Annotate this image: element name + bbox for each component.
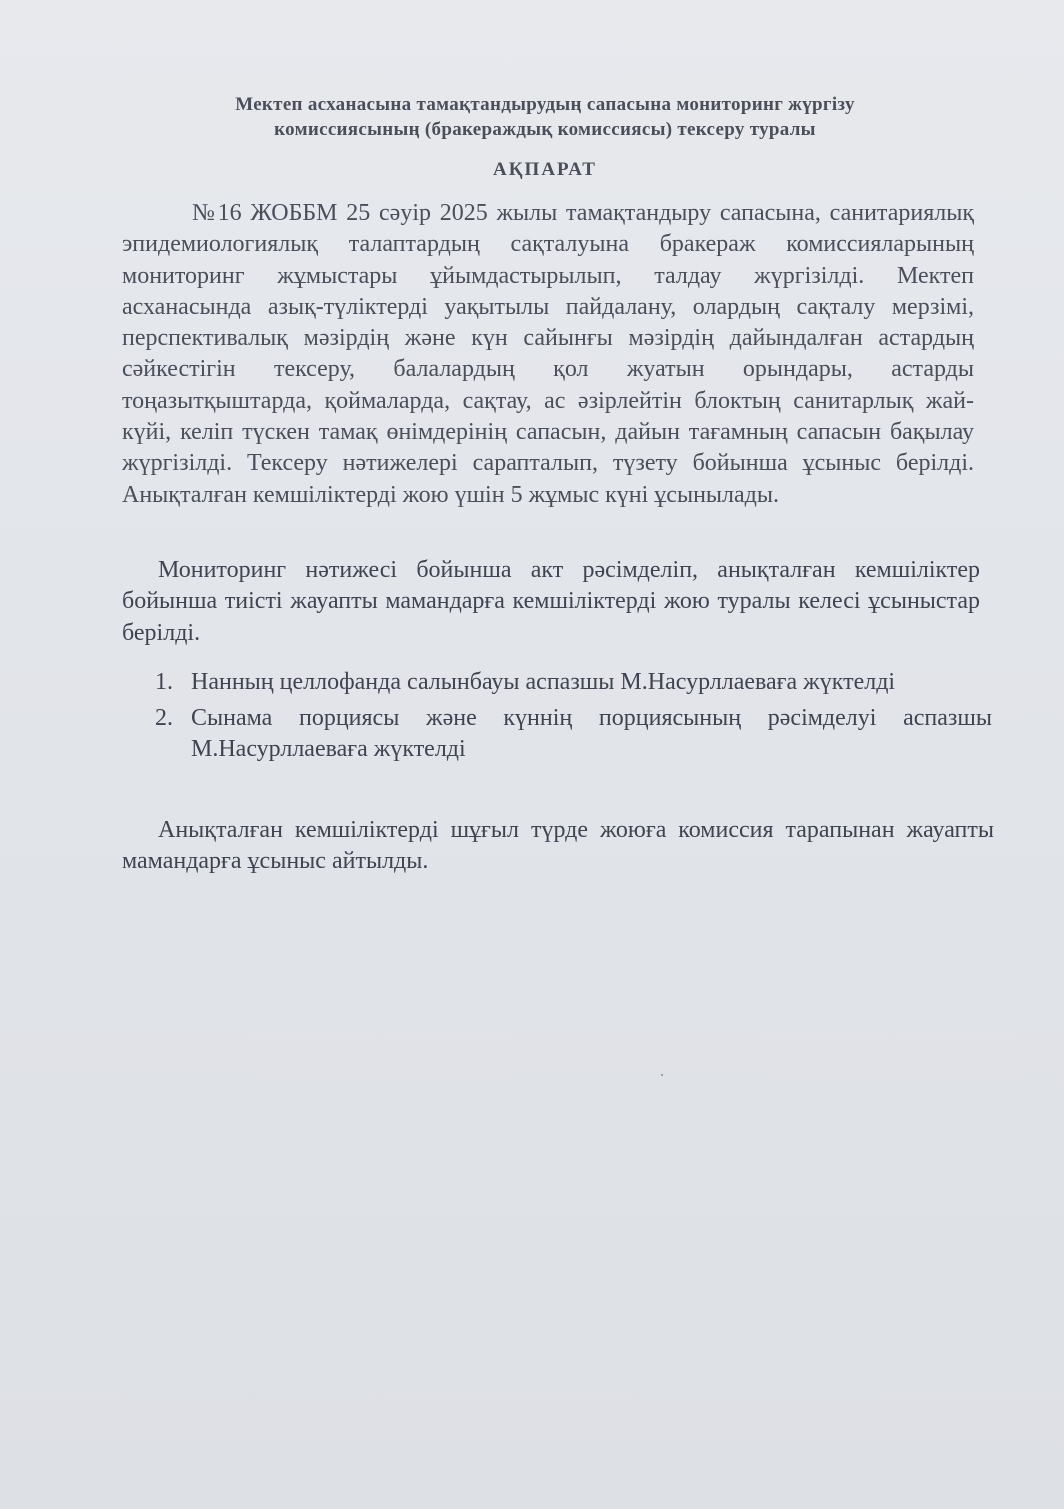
- document-heading: АҚПАРАТ: [493, 159, 597, 180]
- list-item-text: Сынама порциясы және күннің порциясының рәсімделуі аспазшы М.Насурллаевағa жүктелді: [191, 705, 992, 762]
- list-item-number: 2.: [155, 705, 173, 731]
- list-item-number: 1.: [155, 669, 173, 695]
- document-title-line-1: Мектеп асханасына тамақтандырудың сапасына мониторинг жүргізу: [235, 94, 855, 115]
- paragraph-monitoring-result: Мониторинг нәтижесі бойынша акт рәсімделіп, анықталған кемшіліктер бойынша тиісті жауапты мамандарға кемшіліктерді жою туралы келесі ұсыныстар берілді.: [122, 557, 980, 646]
- list-item: [122, 703, 992, 765]
- document-title-line-2: комиссиясының (бракераждық комиссиясы) тексеру туралы: [274, 119, 816, 140]
- list-item: [122, 667, 992, 698]
- paragraph-conclusion: Анықталған кемшіліктерді шұғыл түрде жоюға комиссия тарапынан жауапты мамандарға ұсыныс айтылды.: [122, 817, 994, 875]
- recommendations-list: [122, 667, 992, 765]
- paragraph-inspection-summary: №16 ЖОББМ 25 сәуір 2025 жылы тамақтандыру сапасына, санитариялық эпидемиологиялық талаптардың сақталуына бракераж комиссияларының мониторинг жұмыстары ұйымдастырылып, талдау жүргізілді. Мектеп асханасында азық-түліктерді уақытылы пайдалану, олардың сақталу мерзімі, перспективалық мәзірдің және күн сайынғы мәзірдің дайындалған астардың сәйкестігін тексеру, балалардың қол жуатын орындары, астарды тоңазытқыштарда, қоймаларда, сақтау, ас әзірлейтін блоктың санитарлық жай-күйі, келіп түскен тамақ өнімдерінің сапасын, дайын тағамның сапасын бақылау жүргізілді. Тексеру нәтижелері сарапталып, түзету бойынша ұсыныс берілді. Анықталған кемшіліктерді жою үшін 5 жұмыс күні ұсынылады.: [122, 200, 974, 508]
- paper-speck: [661, 1074, 663, 1076]
- list-item-text: Нанның целлофанда салынбауы аспазшы М.Насурллаевағa жүктелді: [191, 669, 896, 695]
